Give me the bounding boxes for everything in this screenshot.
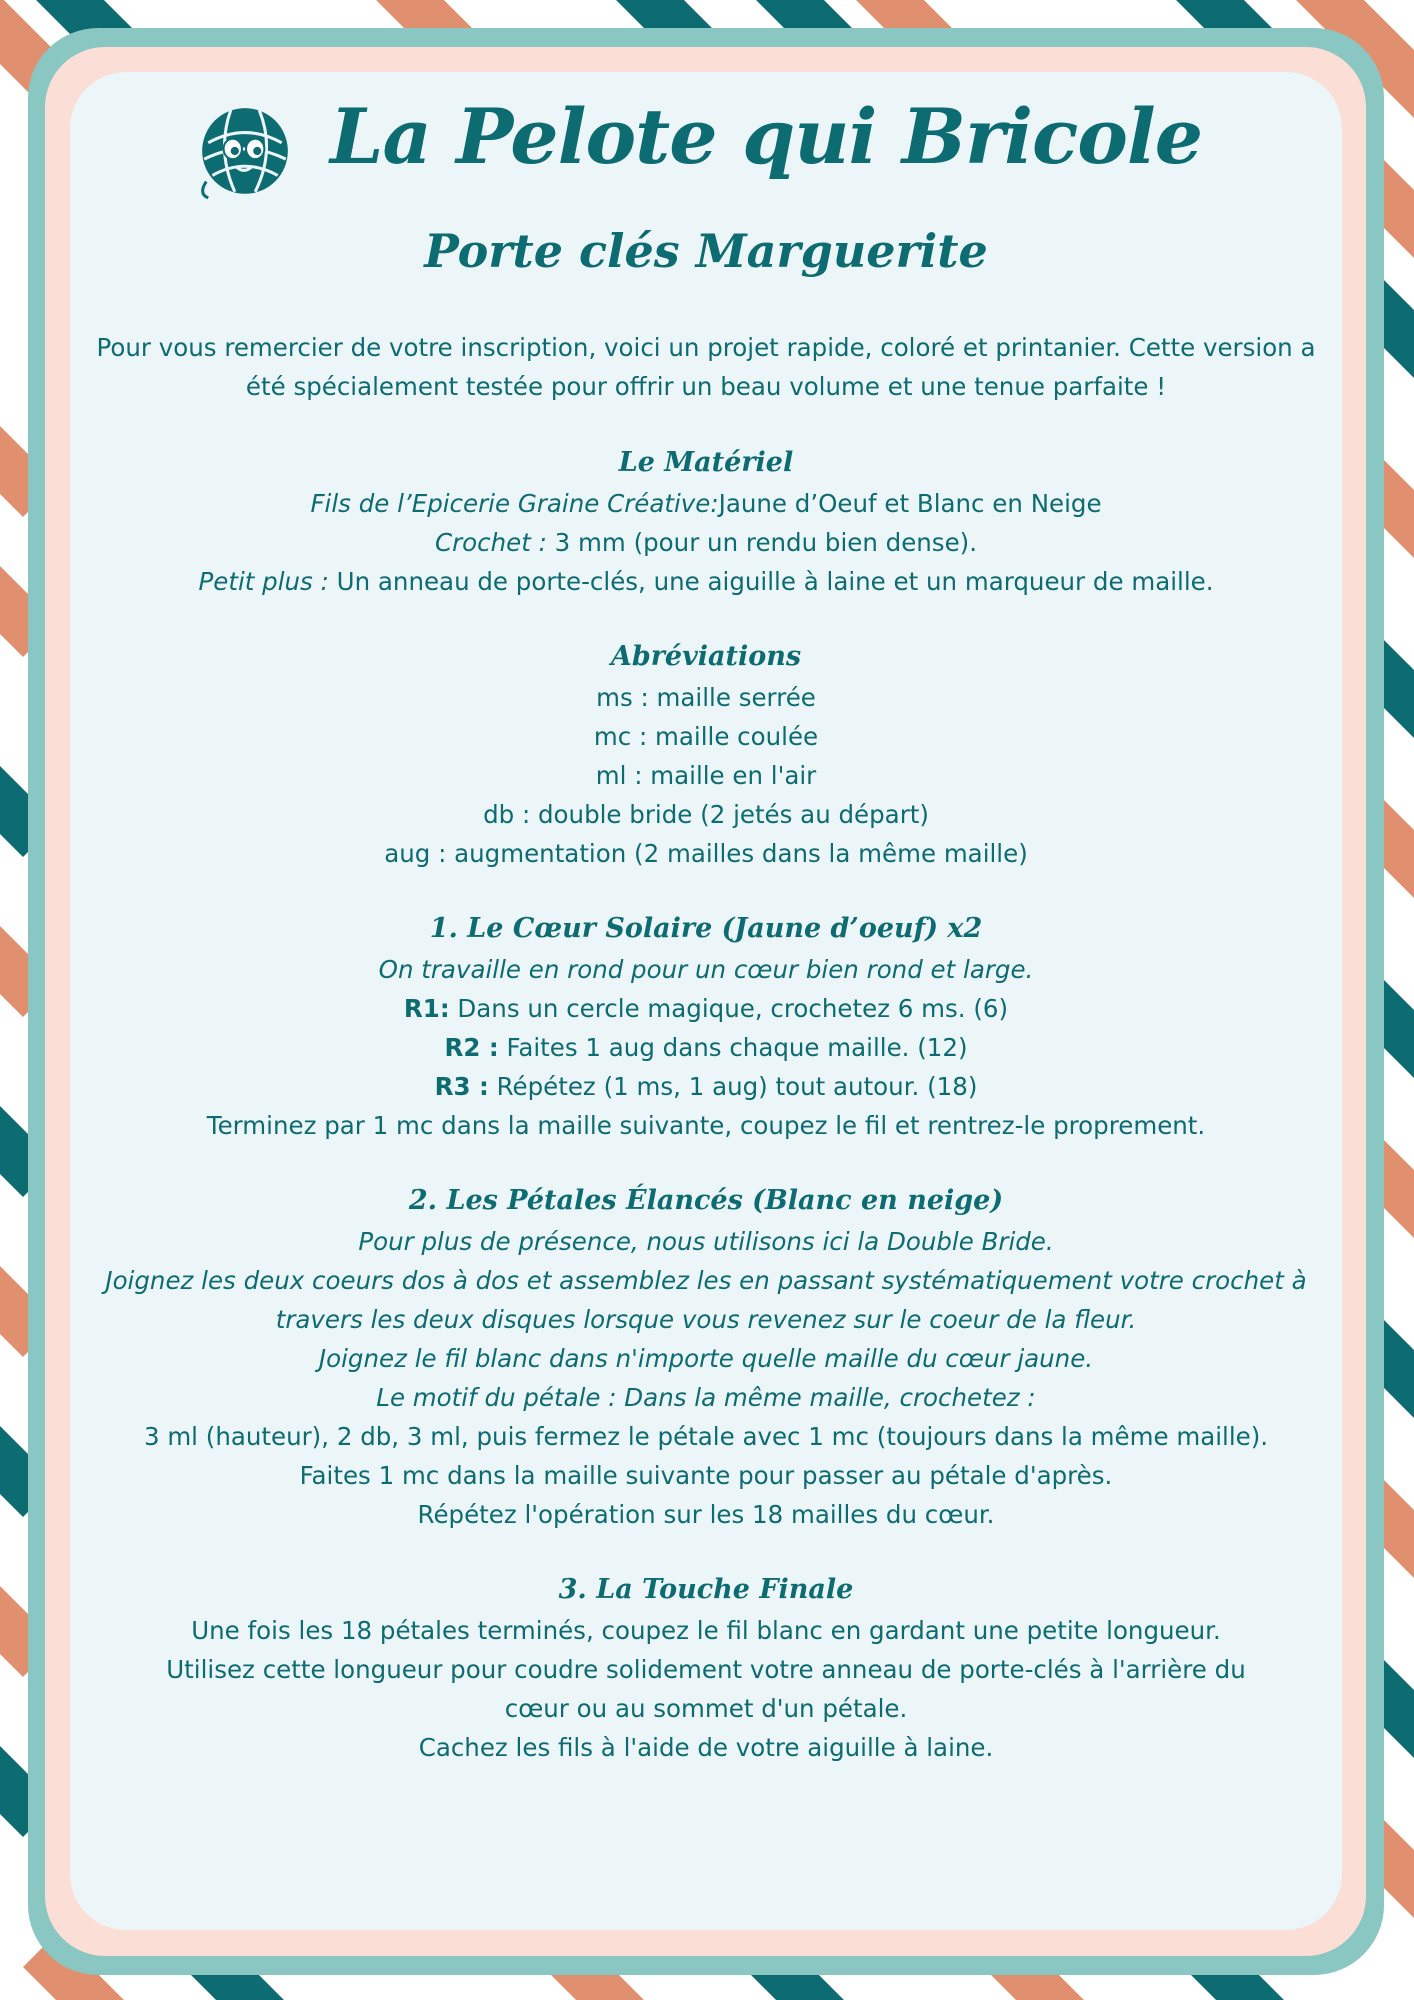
petales-line: Joignez les deux coeurs dos à dos et assemblez les en passant systématiquement votre crochet à: [105, 1266, 1307, 1295]
row-text: Faites 1 aug dans chaque maille. (12): [498, 1033, 968, 1062]
section-abreviations: [70, 636, 1342, 873]
document-content: [70, 72, 1342, 1767]
row-label: R3 :: [434, 1072, 489, 1101]
materiel-fils: [70, 484, 1342, 523]
row-label: R2 :: [444, 1033, 499, 1062]
row-text: Répétez (1 ms, 1 aug) tout autour. (18): [488, 1072, 978, 1101]
materiel-crochet-label: Crochet :: [435, 528, 547, 557]
materiel-fils-label: Fils de l’Epicerie Graine Créative:: [310, 489, 719, 518]
brand-name: La Pelote qui Bricole: [330, 92, 1203, 181]
petales-line: Répétez l'opération sur les 18 mailles du cœur.: [417, 1500, 995, 1529]
page-title: Porte clés Marguerite: [424, 224, 988, 278]
petales-line: Faites 1 mc dans la maille suivante pour passer au pétale d'après.: [299, 1461, 1113, 1490]
intro-paragraph: Pour vous remercier de votre inscription, voici un projet rapide, coloré et printanier. Cette version a été spécialement testée pour offrir un beau volume et une tenue parfaite !: [96, 333, 1316, 401]
list-item: mc : maille coulée: [593, 722, 819, 751]
section-coeur: [70, 908, 1342, 1145]
materiel-crochet-value: 3 mm (pour un rendu bien dense).: [546, 528, 977, 557]
section-title-materiel: Le Matériel: [618, 447, 794, 478]
materiel-fils-value: Jaune d’Oeuf et Blanc en Neige: [718, 489, 1102, 518]
section-materiel: [70, 442, 1342, 601]
list-item: ml : maille en l'air: [595, 761, 817, 790]
list-item: db : double bride (2 jetés au départ): [483, 800, 929, 829]
petales-line: Le motif du pétale : Dans la même maille, crochetez :: [376, 1383, 1036, 1412]
coeur-row-3: [70, 1067, 1342, 1106]
finale-line: cœur ou au sommet d'un pétale.: [504, 1694, 908, 1723]
row-text: Dans un cercle magique, crochetez 6 ms. (6): [449, 994, 1009, 1023]
petales-line: Joignez le fil blanc dans n'importe quelle maille du cœur jaune.: [318, 1344, 1094, 1373]
brand-header: [70, 72, 1342, 212]
section-title-coeur: 1. Le Cœur Solaire (Jaune d’oeuf) x2: [429, 913, 983, 944]
section-title-abreviations: Abréviations: [610, 641, 802, 672]
section-title-finale: 3. La Touche Finale: [558, 1574, 854, 1605]
coeur-note: On travaille en rond pour un cœur bien rond et large.: [378, 955, 1034, 984]
materiel-crochet: [70, 523, 1342, 562]
section-petales: [70, 1180, 1342, 1534]
row-label: R1:: [403, 994, 450, 1023]
list-item: aug : augmentation (2 mailles dans la même maille): [384, 839, 1028, 868]
section-title-petales: 2. Les Pétales Élancés (Blanc en neige): [408, 1185, 1004, 1216]
section-finale: [70, 1569, 1342, 1767]
finale-line: Une fois les 18 pétales terminés, coupez le fil blanc en gardant une petite longueur.: [191, 1616, 1221, 1645]
materiel-petit-plus: [70, 562, 1342, 601]
yarn-ball-face-icon: [194, 102, 296, 204]
coeur-row-1: [70, 989, 1342, 1028]
list-item: ms : maille serrée: [596, 683, 816, 712]
finale-line: Cachez les fils à l'aide de votre aiguille à laine.: [418, 1733, 994, 1762]
materiel-petit-value: Un anneau de porte-clés, une aiguille à laine et un marqueur de maille.: [328, 567, 1214, 596]
petales-line: travers les deux disques lorsque vous revenez sur le coeur de la fleur.: [275, 1305, 1137, 1334]
coeur-row-2: [70, 1028, 1342, 1067]
materiel-petit-label: Petit plus :: [198, 567, 329, 596]
petales-line: Pour plus de présence, nous utilisons ici la Double Bride.: [358, 1227, 1054, 1256]
petales-line: 3 ml (hauteur), 2 db, 3 ml, puis fermez le pétale avec 1 mc (toujours dans la même maille).: [143, 1422, 1269, 1451]
coeur-finish: Terminez par 1 mc dans la maille suivante, coupez le fil et rentrez-le proprement.: [206, 1111, 1206, 1140]
finale-line: Utilisez cette longueur pour coudre solidement votre anneau de porte-clés à l'arrière du: [166, 1655, 1246, 1684]
